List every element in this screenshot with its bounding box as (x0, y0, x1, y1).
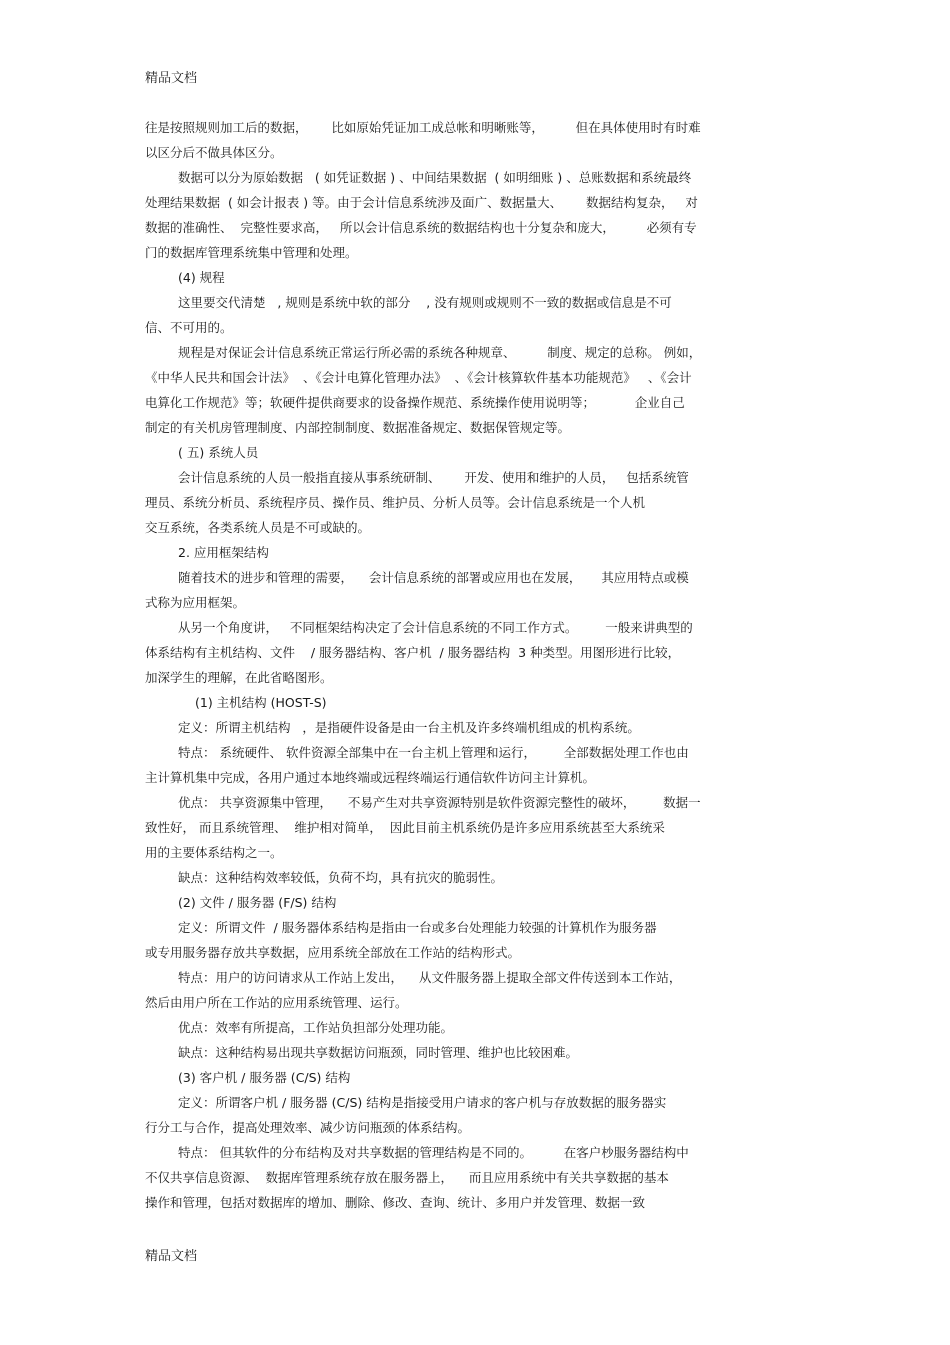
text-line: 优点： 共享资源集中管理， 不易产生对共享资源特别是软件资源完整性的破坏， 数据一 (178, 795, 701, 810)
text-line: 特点： 但其软件的分布结构及对共享数据的管理结构是不同的。 在客户杪服务器结构中 (178, 1145, 689, 1160)
text-line: 理员、系统分析员、系统程序员、操作员、维护员、分析人员等。会计信息系统是一个人机 (145, 495, 646, 510)
text-line: 缺点：这种结构易出现共享数据访问瓶颈，同时管理、维护也比较困难。 (178, 1045, 579, 1060)
section-heading: (4) 规程 (178, 270, 225, 285)
text-line: 然后由用户所在工作站的应用系统管理、运行。 (145, 995, 408, 1010)
section-heading: (2) 文件 / 服务器 (F/S) 结构 (178, 895, 337, 910)
text-line: 不仅共享信息资源、 数据库管理系统存放在服务器上， 而且应用系统中有关共享数据的基本 (145, 1170, 669, 1185)
section-heading: (3) 客户机 / 服务器 (C/S) 结构 (178, 1070, 351, 1085)
text-line: 定义：所谓客户机 / 服务器 (C/S) 结构是指接受用户请求的客户机与存放数据的服务器实 (178, 1095, 667, 1110)
text-line: 行分工与合作，提高处理效率、减少访问瓶颈的体系结构。 (145, 1120, 471, 1135)
text-line: 特点： 系统硬件、 软件资源全部集中在一台主机上管理和运行， 全部数据处理工作也由 (178, 745, 689, 760)
text-line: 制定的有关机房管理制度、内部控制制度、数据准备规定、数据保管规定等。 (145, 420, 571, 435)
text-line: 信、不可用的。 (145, 320, 233, 335)
text-line: 致性好， 而且系统管理、 维护相对简单， 因此目前主机系统仍是许多应用系统甚至大系统采 (145, 820, 665, 835)
text-line: 或专用服务器存放共享数据，应用系统全部放在工作站的结构形式。 (145, 945, 521, 960)
text-line: 式称为应用框架。 (145, 595, 246, 610)
text-line: 主计算机集中完成，各用户通过本地终端或远程终端运行通信软件访问主计算机。 (145, 770, 596, 785)
page-footer-label: 精品文档 (145, 1249, 198, 1264)
text-line: 规程是对保证会计信息系统正常运行所必需的系统各种规章、 制度、规定的总称。 例如， (178, 345, 702, 360)
section-heading: ( 五) 系统人员 (178, 445, 259, 460)
text-line: 门的数据库管理系统集中管理和处理。 (145, 245, 358, 260)
section-heading: 2. 应用框架结构 (178, 545, 269, 560)
text-line: 特点：用户的访问请求从工作站上发出， 从文件服务器上提取全部文件传送到本工作站， (178, 970, 682, 985)
text-line: 往是按照规则加工后的数据， 比如原始凭证加工成总帐和明晰账等， 但在具体使用时有时难 (145, 120, 701, 135)
text-line: 数据可以分为原始数据 ( 如凭证数据 ) 、中间结果数据 ( 如明细账 ) 、总账数据和系统最终 (178, 170, 692, 185)
text-line: 从另一个角度讲， 不同框架结构决定了会计信息系统的不同工作方式。 一般来讲典型的 (178, 620, 693, 635)
text-line: 体系结构有主机结构、文件 / 服务器结构、客户机 / 服务器结构 3 种类型。用图形进行比较， (145, 645, 681, 660)
text-line: 随着技术的进步和管理的需要， 会计信息系统的部署或应用也在发展， 其应用特点或模 (178, 570, 689, 585)
text-line: 定义：所谓主机结构 ，是指硬件设备是由一台主机及许多终端机组成的机构系统。 (178, 720, 640, 735)
text-line: 定义：所谓文件 / 服务器体系结构是指由一台或多台处理能力较强的计算机作为服务器 (178, 920, 657, 935)
text-line: 《中华人民共和国会计法》 、《会计电算化管理办法》 、《会计核算软件基本功能规范》 、《会计 (145, 370, 692, 385)
text-line: 处理结果数据 ( 如会计报表 ) 等。由于会计信息系统涉及面广、数据量大、 数据结构复杂， 对 (145, 195, 698, 210)
text-line: 加深学生的理解，在此省略图形。 (145, 670, 333, 685)
text-line: 会计信息系统的人员一般指直接从事系统研制、 开发、使用和维护的人员， 包括系统管 (178, 470, 689, 485)
text-line: 这里要交代清楚 , 规则是系统中软的部分 , 没有规则或规则不一致的数据或信息是不可 (178, 295, 672, 310)
text-line: 数据的准确性、 完整性要求高， 所以会计信息系统的数据结构也十分复杂和庞大， 必须有专 (145, 220, 697, 235)
page-header-label: 精品文档 (145, 71, 198, 86)
text-line: 以区分后不做具体区分。 (145, 145, 283, 160)
text-line: 用的主要体系结构之一。 (145, 845, 283, 860)
text-line: 缺点：这种结构效率较低，负荷不均，具有抗灾的脆弱性。 (178, 870, 504, 885)
text-line: 优点：效率有所提高，工作站负担部分处理功能。 (178, 1020, 454, 1035)
text-line: 电算化工作规范》等；软硬件提供商要求的设备操作规范、系统操作使用说明等； 企业自己 (145, 395, 685, 410)
text-line: 操作和管理，包括对数据库的增加、删除、修改、查询、统计、多用户并发管理、数据一致 (145, 1195, 646, 1210)
text-line: 交互系统，各类系统人员是不可或缺的。 (145, 520, 371, 535)
section-heading: (1) 主机结构 (HOST-S) (195, 695, 327, 710)
